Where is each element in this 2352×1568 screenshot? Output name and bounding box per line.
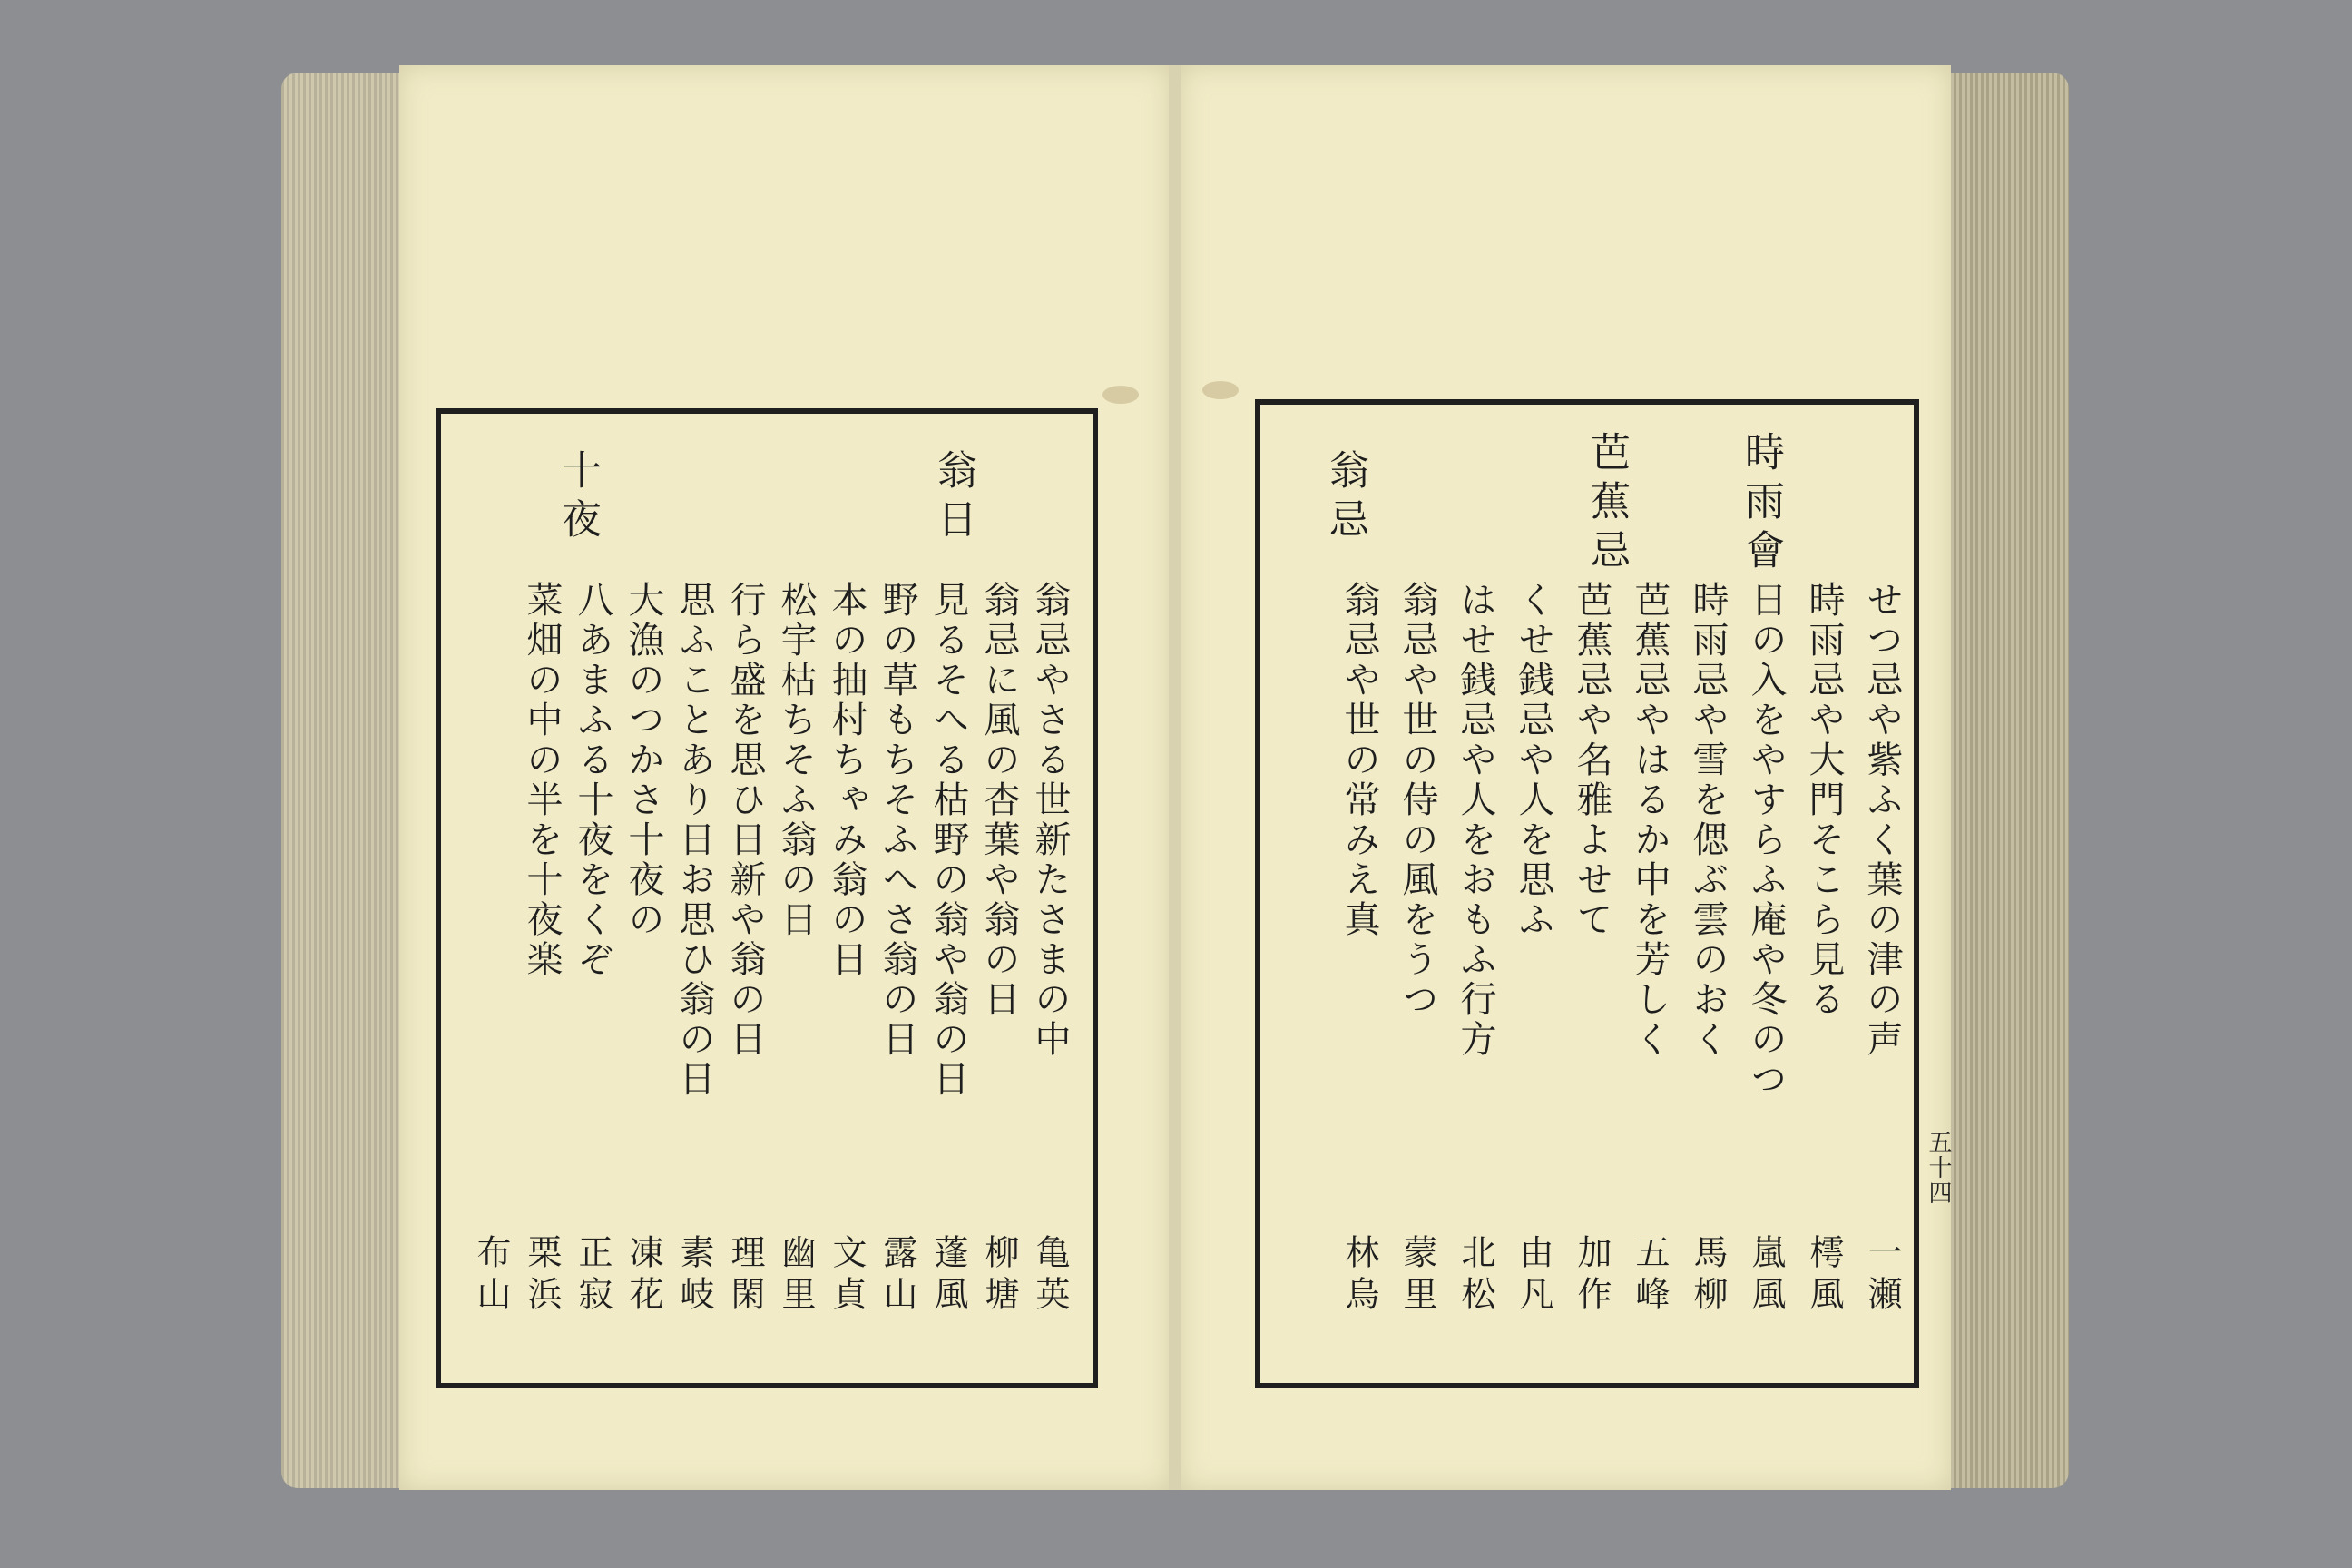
verse-author: 栗浜 [522,1234,562,1318]
verse-text: 翁忌や世の侍の風をうつ [1396,581,1438,1020]
verse-author: 由凡 [1514,1234,1553,1318]
verse-text: 時雨忌や大門そこら見る [1803,581,1845,1020]
verse-text: 見るそへる枯野の翁や翁の日 [927,581,969,1100]
verse-author: 露山 [877,1234,917,1318]
verse-text: 野の草もちそふへさ翁の日 [877,581,918,1060]
verse-author: 北松 [1455,1234,1495,1318]
verse-text: 翁忌やさる世新たさまの中 [1029,581,1071,1060]
verse-author: 凍花 [623,1234,663,1318]
verse-text: 芭蕉忌やはるか中を芳しく [1629,581,1671,1060]
verse-text: 本の抽村ちゃみ翁の日 [826,581,867,980]
verse-author: 正寂 [573,1234,612,1318]
heading-basho-ki: 芭蕉忌 [1583,431,1630,578]
verse-author: 加作 [1572,1234,1612,1318]
verse-text: 行ら盛を思ひ日新や翁の日 [724,581,766,1060]
verse-author: 馬柳 [1688,1234,1728,1318]
verse-author: 嵐風 [1746,1234,1786,1318]
verse-author: 素岐 [674,1234,714,1318]
verse-author: 五峰 [1630,1234,1670,1318]
verse-author: 文貞 [827,1234,867,1318]
verse-text: 時雨忌や雪を偲ぶ雲のおく [1687,581,1729,1060]
page-edges-left [281,73,399,1488]
verse-author: 蓬風 [928,1234,968,1318]
verse-author: 柳塘 [979,1234,1019,1318]
verse-text: 思ふことあり日お思ひ翁の日 [673,581,715,1100]
verse-text: 松宇枯ちそふ翁の日 [775,581,817,940]
verse-text: 翁忌に風の杏葉や翁の日 [978,581,1020,1020]
verse-text: 翁忌や世の常みえ真 [1338,581,1380,940]
verse-author: 理閑 [725,1234,765,1318]
verse-author: 幽里 [776,1234,816,1318]
verse-author: 一瀬 [1862,1234,1902,1318]
page-number: 五十四 [1925,1130,1952,1206]
verse-text: せつ忌や紫ふく葉の津の声 [1861,581,1903,1060]
book-gutter [1169,65,1181,1490]
paper-stain [1102,386,1139,404]
verse-text: 芭蕉忌や名雅よせて [1571,581,1612,940]
verse-text: くせ銭忌や人を思ふ [1513,581,1554,940]
verse-text: 菜畑の中の半を十夜楽 [521,581,563,980]
verse-text: 八あまふる十夜をくぞ [572,581,613,980]
verse-text: 大漁のつかさ十夜の [622,581,664,940]
paper-stain [1202,381,1239,399]
heading-shigure-kai: 時雨會 [1738,431,1784,578]
verse-author: 樗風 [1804,1234,1844,1318]
heading-okina-ki: 翁忌 [1322,449,1368,547]
verse-text: はせ銭忌や人をおもふ行方 [1455,581,1496,1060]
verse-author: 蒙里 [1397,1234,1437,1318]
heading-okina-bi: 翁日 [930,449,976,547]
page-edges-right [1951,73,2069,1488]
verse-text: 日の入をやすらふ庵や冬のつ [1745,581,1787,1100]
verse-author: 布山 [471,1234,511,1318]
heading-jyuya: 十夜 [554,449,601,547]
verse-author: 亀英 [1030,1234,1070,1318]
verse-author: 林烏 [1339,1234,1379,1318]
